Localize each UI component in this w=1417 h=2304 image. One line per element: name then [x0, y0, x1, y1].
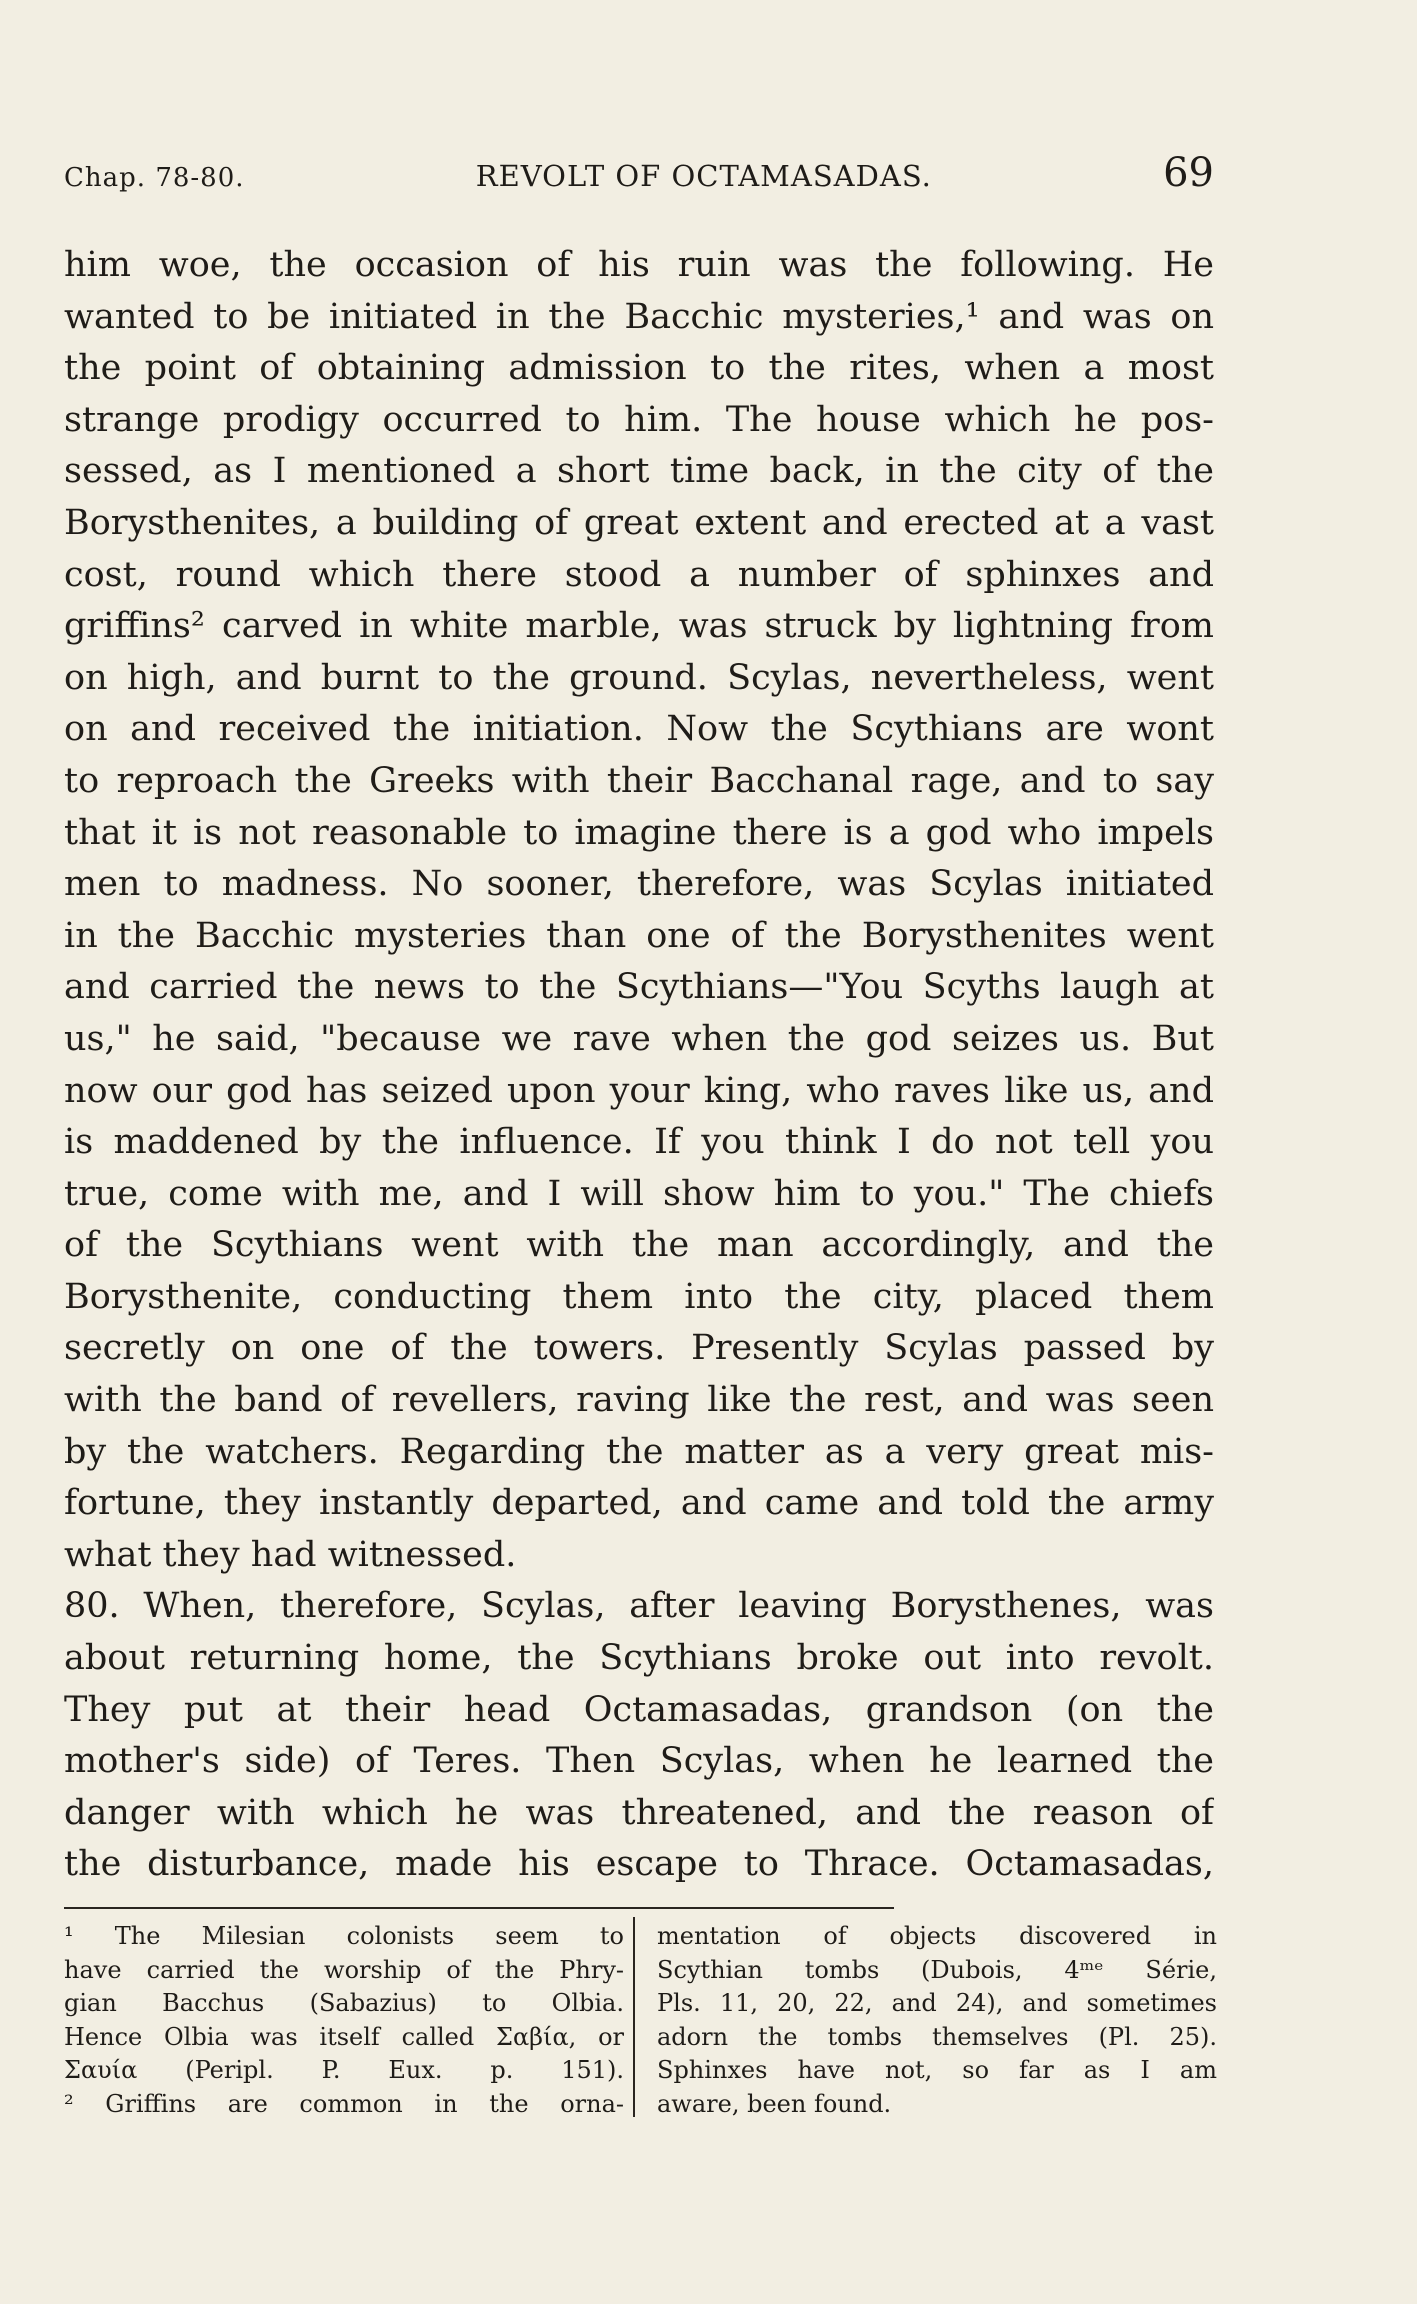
text-line: the point of obtaining admission to the rites, when a most — [64, 348, 1214, 389]
footnotes-left-column — [64, 1920, 624, 2122]
text-line: of the Scythians went with the man accordingly, and the — [64, 1225, 1214, 1266]
footnote-column-divider — [633, 1917, 635, 2117]
text-line: Borysthenite, conducting them into the city, placed them — [64, 1276, 1214, 1317]
footnote-line: have carried the worship of the Phry- — [64, 1955, 624, 1984]
text-line: cost, round which there stood a number of sphinxes and — [64, 554, 1214, 595]
footnote-line: Pls. 11, 20, 22, and 24), and sometimes — [657, 1989, 1217, 2018]
text-line: secretly on one of the towers. Presently Scylas passed by — [64, 1328, 1214, 1369]
text-line: what they had witnessed. — [64, 1534, 517, 1575]
text-line: that it is not reasonable to imagine there is a god who impels — [64, 812, 1214, 853]
main-text — [64, 240, 1214, 1891]
text-line: men to madness. No sooner, therefore, was Scylas initiated — [64, 864, 1214, 905]
chapter-reference: Chap. 78-80. — [64, 163, 245, 193]
text-line: danger with which he was threatened, and the reason of — [64, 1792, 1214, 1833]
text-line: now our god has seized upon your king, who raves like us, and — [64, 1070, 1214, 1111]
text-line: true, come with me, and I will show him to you." The chiefs — [64, 1173, 1214, 1214]
page-number: 69 — [1163, 150, 1214, 196]
text-line: the disturbance, made his escape to Thrace. Octamasadas, — [64, 1844, 1214, 1885]
footnote-line: mentation of objects discovered in — [657, 1922, 1217, 1950]
text-line: about returning home, the Scythians broke out into revolt. — [64, 1638, 1214, 1679]
text-line: by the watchers. Regarding the matter as a very great mis- — [64, 1431, 1214, 1472]
running-header — [64, 150, 1214, 196]
text-line: 80. When, therefore, Scylas, after leaving Borysthenes, was — [64, 1586, 1214, 1627]
text-line: strange prodigy occurred to him. The house which he pos- — [64, 399, 1214, 440]
footnote-line: aware, been found. — [657, 2089, 892, 2118]
text-line: on and received the initiation. Now the Scythians are wont — [64, 709, 1214, 750]
text-line: him woe, the occasion of his ruin was the following. He — [64, 245, 1214, 285]
text-line: is maddened by the influence. If you think I do not tell you — [64, 1122, 1214, 1163]
text-line: us," he said, "because we rave when the god seizes us. But — [64, 1018, 1214, 1059]
text-line: and carried the news to the Scythians—"You Scyths laugh at — [64, 967, 1214, 1008]
footnotes-right-column — [657, 1920, 1217, 2122]
text-line: in the Bacchic mysteries than one of the Borysthenites went — [64, 915, 1214, 956]
footnote-line: ¹ The Milesian colonists seem to — [64, 1922, 624, 1950]
text-line: mother's side) of Teres. Then Scylas, when he learned the — [64, 1741, 1214, 1782]
footnote-rule — [64, 1907, 894, 1909]
footnote-line: adorn the tombs themselves (Pl. 25). — [657, 2022, 1217, 2051]
text-line: Borysthenites, a building of great extent and erected at a vast — [64, 502, 1214, 543]
footnote-line: Hence Olbia was itself called Σαβία, or — [64, 2022, 624, 2051]
running-title: REVOLT OF OCTAMASADAS. — [475, 159, 932, 193]
footnote-line: Σαυία (Peripl. P. Eux. p. 151). — [64, 2056, 624, 2085]
footnote-line: gian Bacchus (Sabazius) to Olbia. — [64, 1989, 624, 2018]
text-line: wanted to be initiated in the Bacchic mysteries,¹ and was on — [64, 296, 1214, 337]
footnote-line: Scythian tombs (Dubois, 4ᵐᵉ Série, — [657, 1955, 1217, 1984]
footnote-line: ² Griffins are common in the orna- — [64, 2089, 624, 2118]
text-line: They put at their head Octamasadas, grandson (on the — [64, 1689, 1214, 1730]
text-line: on high, and burnt to the ground. Scylas, nevertheless, went — [64, 657, 1214, 698]
text-line: to reproach the Greeks with their Bacchanal rage, and to say — [64, 760, 1214, 801]
text-line: sessed, as I mentioned a short time back, in the city of the — [64, 451, 1214, 492]
footnote-line: Sphinxes have not, so far as I am — [657, 2056, 1217, 2085]
text-line: with the band of revellers, raving like the rest, and was seen — [64, 1380, 1214, 1421]
text-line: griffins² carved in white marble, was struck by lightning from — [64, 606, 1214, 647]
text-line: fortune, they instantly departed, and came and told the army — [64, 1483, 1214, 1524]
